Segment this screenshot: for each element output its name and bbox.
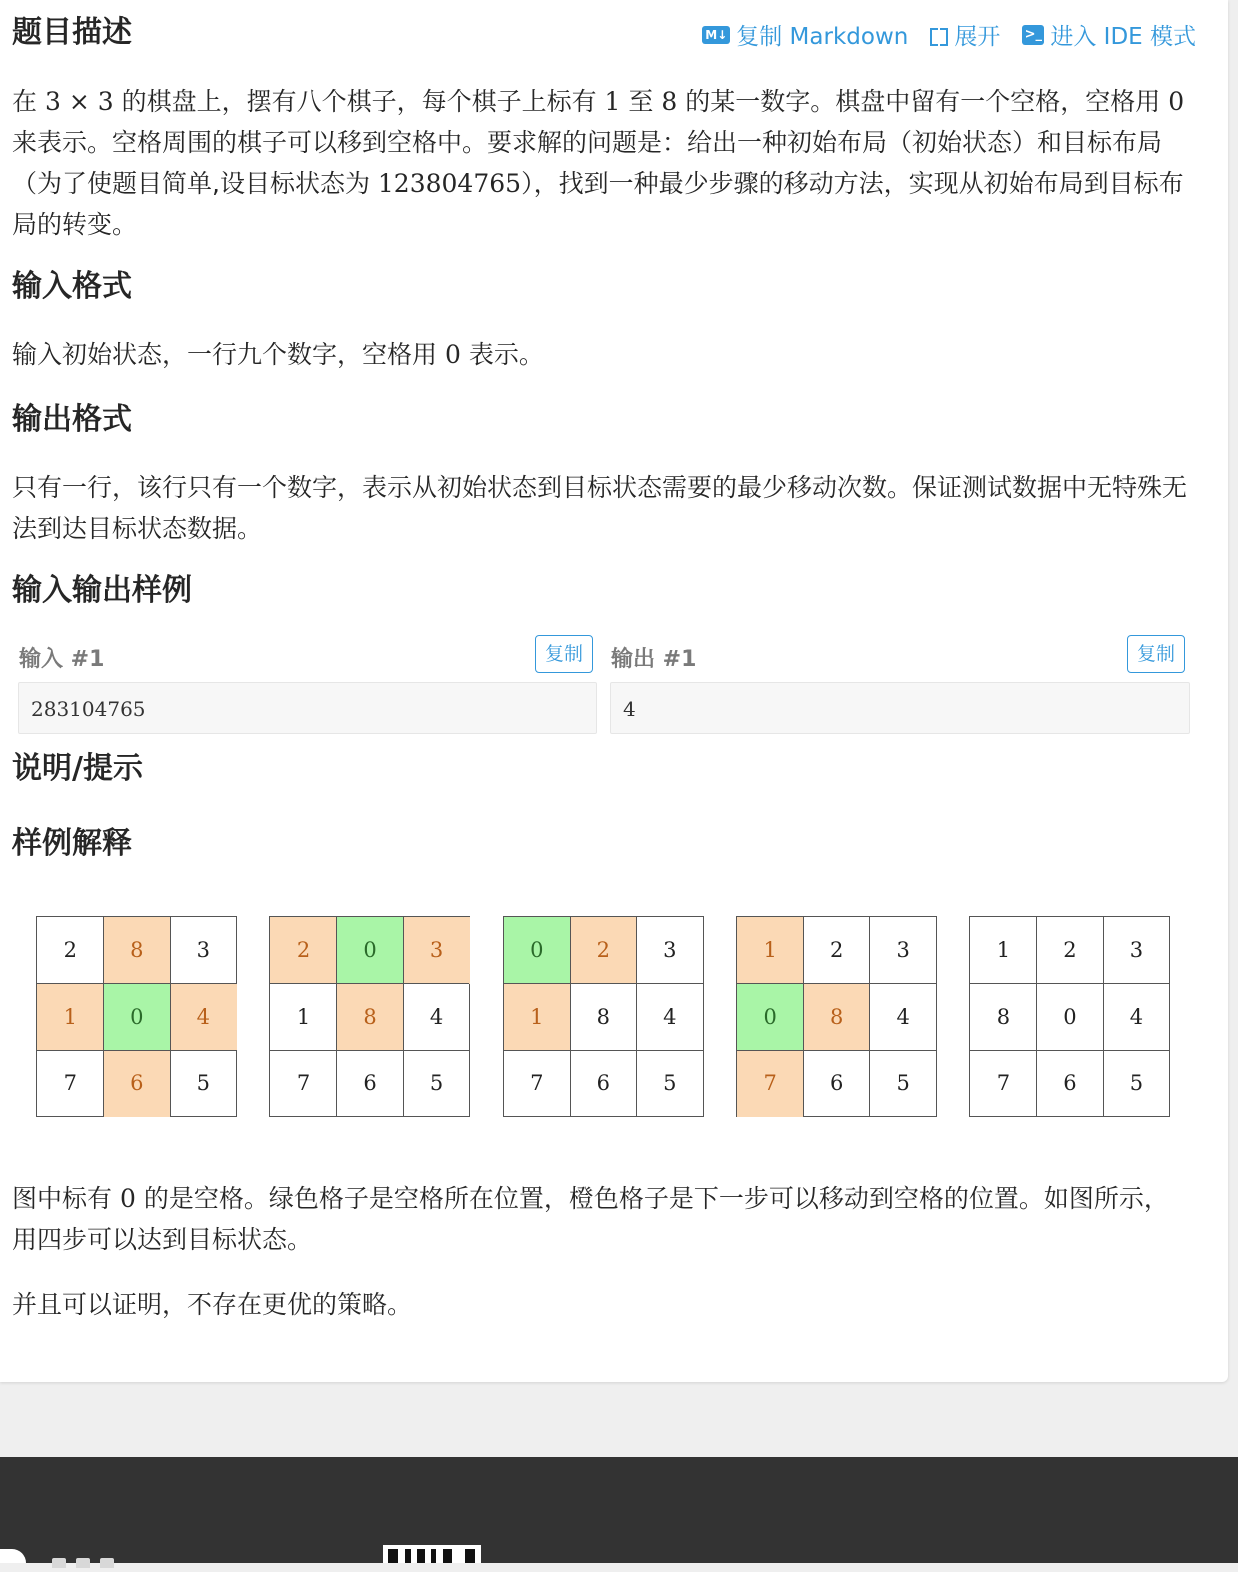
grid-line [504,983,703,984]
board-cell: 8 [596,1004,611,1029]
grid-line [170,917,171,1116]
hint-subtitle: 样例解释 [12,826,132,861]
markdown-icon: M↓ [702,26,730,44]
problem-toolbar [702,18,1196,51]
board-cell: 2 [829,938,844,962]
board-cell: 5 [429,1071,444,1095]
expand-icon [930,26,948,44]
ide-mode-label: 进入 IDE 模式 [1050,24,1196,50]
sample-input-box[interactable]: 283104765 [18,682,597,734]
puzzle-board-3 [503,916,704,1117]
grid-line [270,1050,469,1051]
board-cell: 6 [596,1071,611,1095]
board-cell: 8 [104,917,171,984]
site-footer [0,1457,1238,1563]
footer-logo-text [52,1553,152,1563]
grid-line [570,917,571,1116]
board-cell: 1 [37,984,104,1051]
ide-mode-button[interactable] [1022,18,1196,51]
board-cell: 2 [570,917,637,984]
board-cell: 7 [737,1050,804,1117]
board-cell: 6 [104,1050,171,1117]
grid-line [1103,917,1104,1116]
board-cell: 7 [996,1071,1011,1095]
board-cell: 7 [63,1071,77,1095]
grid-line [737,1050,936,1051]
board-cell: 3 [403,917,470,984]
grid-line [103,917,104,1116]
copy-input-button[interactable]: 复制 [535,635,593,673]
hint-explanation: 图中标有 0 的是空格。绿色格子是空格所在位置，橙色格子是下一步可以移动到空格的位置。如图所示，用四步可以达到目标状态。 [12,1184,1169,1254]
puzzle-board-2 [269,916,470,1117]
terminal-icon: >_ [1022,25,1044,45]
board-cell: 3 [196,938,210,962]
grid-line [336,917,337,1116]
input-format-heading: 输入格式 [12,269,132,304]
grid-line [403,917,404,1116]
board-cell: 2 [270,917,337,984]
samples-heading: 输入输出样例 [12,573,192,608]
board-cell: 6 [363,1071,377,1095]
copy-markdown-label: 复制 Markdown [736,24,909,50]
puzzle-board-4 [736,916,937,1117]
board-cell: 2 [63,938,77,962]
board-cell: 2 [1063,938,1077,962]
expand-label: 展开 [954,24,1001,50]
grid-line [636,917,637,1116]
board-cell: 4 [429,1004,444,1029]
grid-line [803,917,804,1116]
board-cell: 7 [530,1071,544,1095]
copy-output-button[interactable]: 复制 [1127,635,1185,673]
board-cell: 5 [196,1071,210,1095]
sample-output-box[interactable]: 4 [610,682,1190,734]
grid-line [737,983,936,984]
grid-line [970,983,1169,984]
input-format-text: 输入初始状态，一行九个数字，空格用 0 表示。 [12,340,544,369]
output-format-heading: 输出格式 [12,402,132,437]
copy-markdown-button[interactable] [702,18,908,51]
puzzle-board-5 [969,916,1170,1117]
grid-line [504,1050,703,1051]
grid-line [37,983,236,984]
board-cell: 0 [1063,1004,1077,1029]
grid-line [270,983,469,984]
board-cell: 1 [737,917,804,984]
board-cell: 1 [996,938,1011,962]
board-cell: 5 [1129,1071,1144,1095]
board-cell: 6 [829,1071,844,1095]
hint-proof: 并且可以证明，不存在更优的策略。 [12,1290,413,1319]
board-cell: 1 [296,1004,311,1029]
board-cell: 4 [1129,1004,1144,1029]
output-format-text: 只有一行，该行只有一个数字，表示从初始状态到目标状态需要的最少移动次数。保证测试数据中无特殊无法到达目标状态数据。 [12,473,1188,543]
grid-line [1036,917,1037,1116]
grid-line [37,1050,236,1051]
board-cell: 8 [803,984,870,1051]
board-cell: 7 [296,1071,311,1095]
description-text: 在 3 × 3 的棋盘上，摆有八个棋子，每个棋子上标有 1 至 8 的某一数字。棋盘中留有一个空格，空格用 0 来表示。空格周围的棋子可以移到空格中。要求解的问题是：给出一种初始布局（初始状态）和目标布局（为了使题目简单,设目标状态为 123804765），找到一种最少步骤的移动方法，实现从初始布局到目标布局的转变。 [12,87,1185,239]
board-cell: 5 [896,1071,910,1095]
board-cell: 3 [896,938,910,962]
board-cell: 4 [896,1004,910,1029]
board-cell: 4 [663,1004,677,1029]
board-cell: 5 [663,1071,677,1095]
hint-heading: 说明/提示 [12,751,143,786]
board-cell: 4 [170,984,237,1051]
grid-line [869,917,870,1116]
board-cell: 8 [996,1004,1011,1029]
board-cell: 3 [1129,938,1144,962]
footer-logo-icon [0,1549,26,1563]
board-cell: 1 [504,984,571,1051]
description-heading: 题目描述 [12,15,132,50]
board-cell: 6 [1063,1071,1077,1095]
board-cell: 3 [663,938,677,962]
sample-output-label: 输出 #1 [611,647,697,672]
grid-line [970,1050,1169,1051]
puzzle-board-1 [36,916,237,1117]
expand-button[interactable] [930,18,1000,51]
board-cell: 0 [104,984,171,1051]
board-cell: 0 [504,917,571,984]
board-cell: 0 [337,917,404,984]
board-cell: 0 [737,984,804,1051]
sample-input-label: 输入 #1 [19,647,105,672]
qr-code-icon [383,1545,481,1563]
board-cell: 8 [337,984,404,1051]
